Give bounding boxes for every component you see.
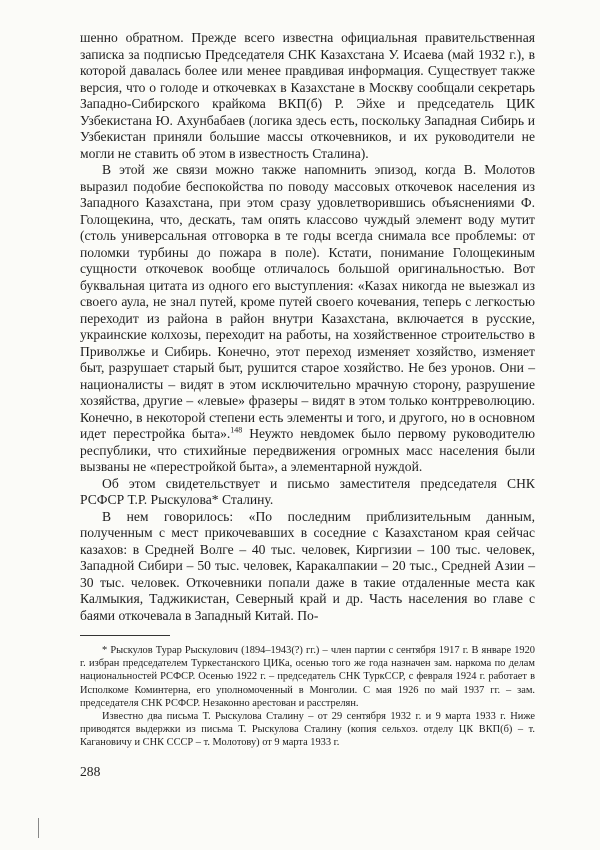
footnote-reference: 148 (230, 425, 243, 435)
margin-mark (38, 818, 39, 838)
footnote-1: * Рыскулов Турар Рыскулович (1894–1943(?) гг.) – член партии с сентября 1917 г. В январе 1920 г. избран председателем Туркестанского ЦИКа, осенью того же года назначен зам. наркома по делам национальностей РСФСР. Осенью 1922 г. – председатель СНК ТуркССР, с февраля 1924 г. работает в Исполкоме Коминтерна, его уполномоченный в Монголии. С мая 1926 по май 1937 гг. – зам. председателя СНК РСФСР. Незаконно арестован и расстрелян. (80, 645, 535, 709)
page-number: 288 (80, 763, 101, 779)
paragraph-1: шенно обратном. Прежде всего известна официальная правительственная записка за подписью Председателя СНК Казахстана У. Исаева (май 1932 г.), в которой давалась более или менее правдивая информация. Существует также версия, что о голоде и откочевках в Казахстане в Москву сообщали секретарь Западно-Сибирского крайкома ВКП(б) Р. Эйхе и председатель ЦИК Узбекистана Ю. Ахунбабаев (логика здесь есть, поскольку Западная Сибирь и Узбекистан приняли большие массы откочевников, и их руководители не могли не ставить об этом в известность Сталина). (80, 30, 535, 161)
paragraph-2 (80, 162, 535, 476)
book-page (80, 30, 535, 780)
footnote-divider (80, 635, 170, 636)
paragraph-4: В нем говорилось: «По последним приблизительным данным, полученным с мест прикочевавших в соседние с Казахстаном края сейчас казахов: в Средней Волге – 40 тыс. человек, Киргизии – 100 тыс. человек, Западной Сибири – 50 тыс. человек, Каракалпакии – 20 тыс., Средней Азии – 30 тыс. человек. Откочевники попали даже в такие отдаленные места как Калмыкия, Таджикистан, Северный край и др. Часть населения во главе с баями откочевала в Западный Китай. По- (80, 508, 535, 623)
footnote-2: Известно два письма Т. Рыскулова Сталину – от 29 сентября 1932 г. и 9 марта 1933 г. Ниже приводятся выдержки из письма Т. Рыскулова Сталину (копия сельхоз. отделу ЦК ВКП(б) – т. Кагановичу и СНК СССР – т. Молотову) от 9 марта 1933 г. (80, 711, 535, 749)
main-text (80, 30, 535, 624)
paragraph-3: Об этом свидетельствует и письмо заместителя председателя СНК РСФСР Т.Р. Рыскулова* Сталину. (80, 475, 535, 507)
paragraph-2-text: В этой же связи можно также напомнить эпизод, когда В. Молотов выразил подобие беспокойства по поводу массовых откочевок населения из Западного Казахстана, при этом сразу удовлетворившись объяснениями Ф. Голощекина, что, дескать, там опять классово чуждый элемент воду мутит (столь универсальная отговорка в те годы всегда снимала все проблемы: от поломки турбины до пожара в поле). Кстати, понимание Голощекиным сущности откочевок вообще отличалось большой оригинальностью. Вот буквальная цитата из одного его выступления: «Казах никогда не выезжал из своего аула, не знал путей, кроме путей своего кочевания, теперь с легкостью переходит из района в район внутри Казахстана, включается в русские, украинские колхозы, переходит на работы, на хозяйственное строительство в Приволжье и Сибирь. Конечно, этот переход изменяет хозяйство, изменяет быт, разрушает старый быт, рушится старое хозяйство. Не без уронов. Они – националисты – видят в этом исключительно мрачную сторону, разрушение хозяйства, другие – «левые» фразеры – видят в этом только контрреволюцию. Конечно, в некоторой степени есть элементы и того, и другого, но в основном идет перестройка быта». (80, 162, 535, 441)
paragraph-2-continuation: Неужто невдомек было первому руководителю республики, что стихийные передвижения огромных масс населения были вызваны не «перестройкой быта», а элементарной нуждой. (80, 426, 535, 474)
footnotes (80, 644, 535, 750)
